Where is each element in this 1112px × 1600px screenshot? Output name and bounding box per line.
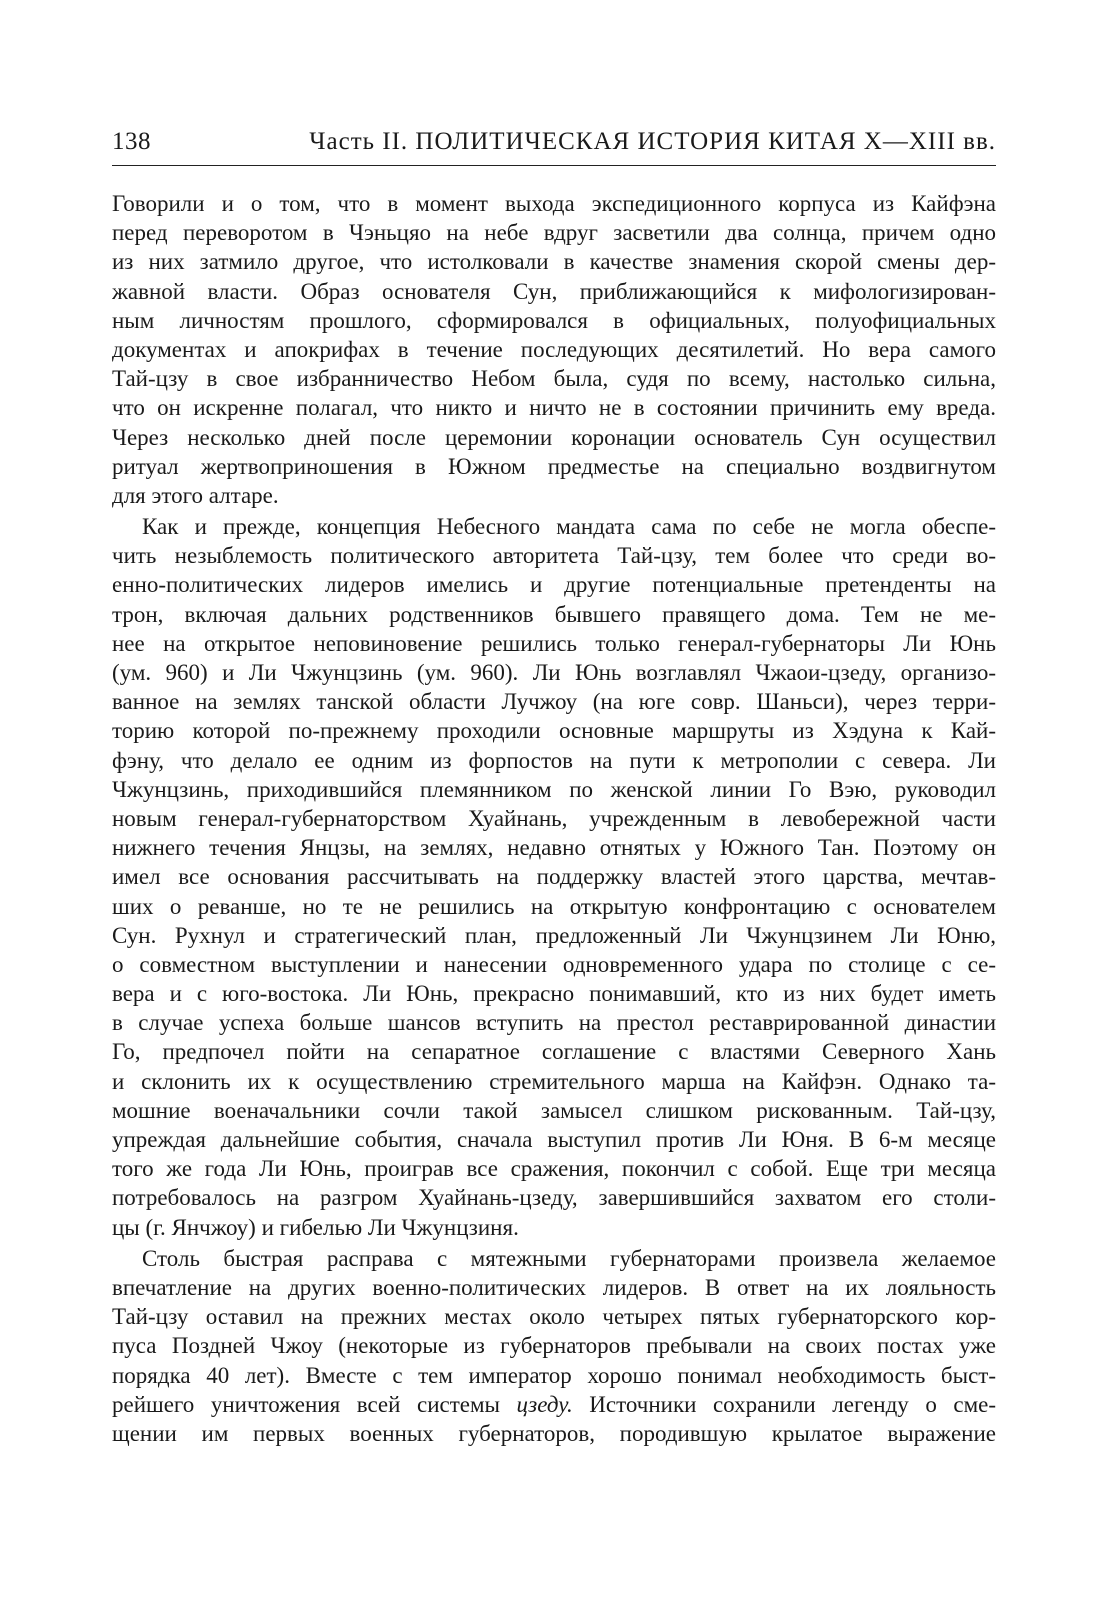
text-line: чить незыблемость политического авторитета Тай-цзу, тем более что среди во- bbox=[112, 543, 996, 569]
text-line: порядка 40 лет). Вместе с тем император хорошо понимал необходимость быст- bbox=[112, 1362, 996, 1388]
text-line: что он искренне полагал, что никто и ничто не в состоянии причинить ему вреда. bbox=[112, 395, 996, 421]
text-line: Как и прежде, концепция Небесного мандата сама по себе не могла обеспе- bbox=[142, 514, 996, 540]
text-line: Тай-цзу оставил на прежних местах около четырех пятых губернаторского кор- bbox=[112, 1304, 996, 1330]
text-line: нижнего течения Янцзы, на землях, недавно отнятых у Южного Тан. Поэтому он bbox=[112, 835, 996, 861]
text-line: вера и с юго-востока. Ли Юнь, прекрасно понимавший, кто из них будет иметь bbox=[112, 981, 996, 1007]
text-line: того же года Ли Юнь, проиграв все сражения, покончил с собой. Еще три месяца bbox=[112, 1156, 996, 1182]
text-line-with-italic bbox=[112, 1390, 996, 1419]
text-line: Тай-цзу в свое избранничество Небом была, судя по всему, настолько сильна, bbox=[112, 366, 996, 392]
text-line: потребовалось на разгром Хуайнань-цзеду, завершившийся захватом его столи- bbox=[112, 1185, 996, 1211]
text-line: мошние военачальники сочли такой замысел слишком рискованным. Тай-цзу, bbox=[112, 1097, 996, 1123]
page-header bbox=[112, 122, 996, 162]
text-line: для этого алтаре. bbox=[112, 482, 279, 508]
text-line: и склонить их к осуществлению стремительного марша на Кайфэн. Однако та- bbox=[112, 1068, 996, 1094]
paragraph-2 bbox=[112, 512, 996, 1242]
text-line: в случае успеха больше шансов вступить на престол реставрированной династии bbox=[112, 1010, 996, 1036]
text-line: фэну, что делало ее одним из форпостов на пути к метрополии с севера. Ли bbox=[112, 747, 996, 773]
text-line: Сун. Рухнул и стратегический план, предложенный Ли Чжунцзинем Ли Юню, bbox=[112, 922, 996, 948]
text-line: ным личностям прошлого, сформировался в официальных, полуофициальных bbox=[112, 307, 996, 333]
page-number: 138 bbox=[112, 128, 151, 155]
text-fragment: рейшего уничтожения всей системы bbox=[112, 1391, 517, 1417]
text-line: впечатление на других военно-политических лидеров. В ответ на их лояльность bbox=[112, 1274, 996, 1300]
text-line: Чжунцзинь, приходившийся племянником по женской линии Го Вэю, руководил bbox=[112, 776, 996, 802]
text-line: торию которой по-прежнему проходили основные маршруты из Хэдуна к Кай- bbox=[112, 718, 996, 744]
text-line: енно-политических лидеров имелись и другие потенциальные претенденты на bbox=[112, 572, 996, 598]
text-line: о совместном выступлении и нанесении одновременного удара по столице с се- bbox=[112, 951, 996, 977]
text-line: из них затмило другое, что истолковали в качестве знамения скорой смены дер- bbox=[112, 249, 996, 275]
text-line: ших о реванше, но те не решились на открытую конфронтацию с основателем bbox=[112, 893, 996, 919]
text-line: новым генерал-губернаторством Хуайнань, учрежденным в левобережной части bbox=[112, 805, 996, 831]
running-head: Часть II. ПОЛИТИЧЕСКАЯ ИСТОРИЯ КИТАЯ X—XIII вв. bbox=[309, 128, 996, 155]
text-line: ванное на землях танской области Лучжоу (на юге совр. Шаньси), через терри- bbox=[112, 689, 996, 715]
text-line: щении им первых военных губернаторов, породившую крылатое выражение bbox=[112, 1420, 996, 1446]
text-line: трон, включая дальних родственников бывшего правящего дома. Тем не ме- bbox=[112, 601, 996, 627]
paragraph-3 bbox=[112, 1244, 996, 1448]
text-fragment: Источники сохранили легенду о сме- bbox=[572, 1391, 996, 1417]
italic-term: цзеду. bbox=[516, 1391, 573, 1417]
paragraph-1 bbox=[112, 189, 996, 510]
header-rule bbox=[112, 165, 996, 166]
text-line: (ум. 960) и Ли Чжунцзинь (ум. 960). Ли Юнь возглавлял Чжаои-цзеду, организо- bbox=[112, 660, 996, 685]
text-line: упреждая дальнейшие события, сначала выступил против Ли Юня. В 6-м месяце bbox=[112, 1127, 996, 1152]
text-line: пуса Поздней Чжоу (некоторые из губернаторов пребывали на своих постах уже bbox=[112, 1333, 996, 1359]
text-line: документах и апокрифах в течение последующих десятилетий. Но вера самого bbox=[112, 336, 996, 362]
text-line: Говорили и о том, что в момент выхода экспедиционного корпуса из Кайфэна bbox=[112, 191, 996, 216]
text-line: Го, предпочел пойти на сепаратное соглашение с властями Северного Хань bbox=[112, 1039, 996, 1065]
text-line: имел все основания рассчитывать на поддержку властей этого царства, мечтав- bbox=[112, 864, 996, 890]
text-line: цы (г. Янчжоу) и гибелью Ли Чжунцзиня. bbox=[112, 1214, 519, 1240]
text-line: перед переворотом в Чэньцяо на небе вдруг засветили два солнца, причем одно bbox=[112, 220, 996, 246]
text-line: Через несколько дней после церемонии коронации основатель Сун осуществил bbox=[112, 424, 996, 450]
text-line: ритуал жертвоприношения в Южном предместье на специально воздвигнутом bbox=[112, 453, 996, 479]
text-line: жавной власти. Образ основателя Сун, приближающийся к мифологизирован- bbox=[112, 278, 996, 304]
text-line: Столь быстрая расправа с мятежными губернаторами произвела желаемое bbox=[142, 1245, 996, 1271]
text-line: нее на открытое неповиновение решились только генерал-губернаторы Ли Юнь bbox=[112, 630, 996, 656]
body-text bbox=[112, 189, 996, 1448]
